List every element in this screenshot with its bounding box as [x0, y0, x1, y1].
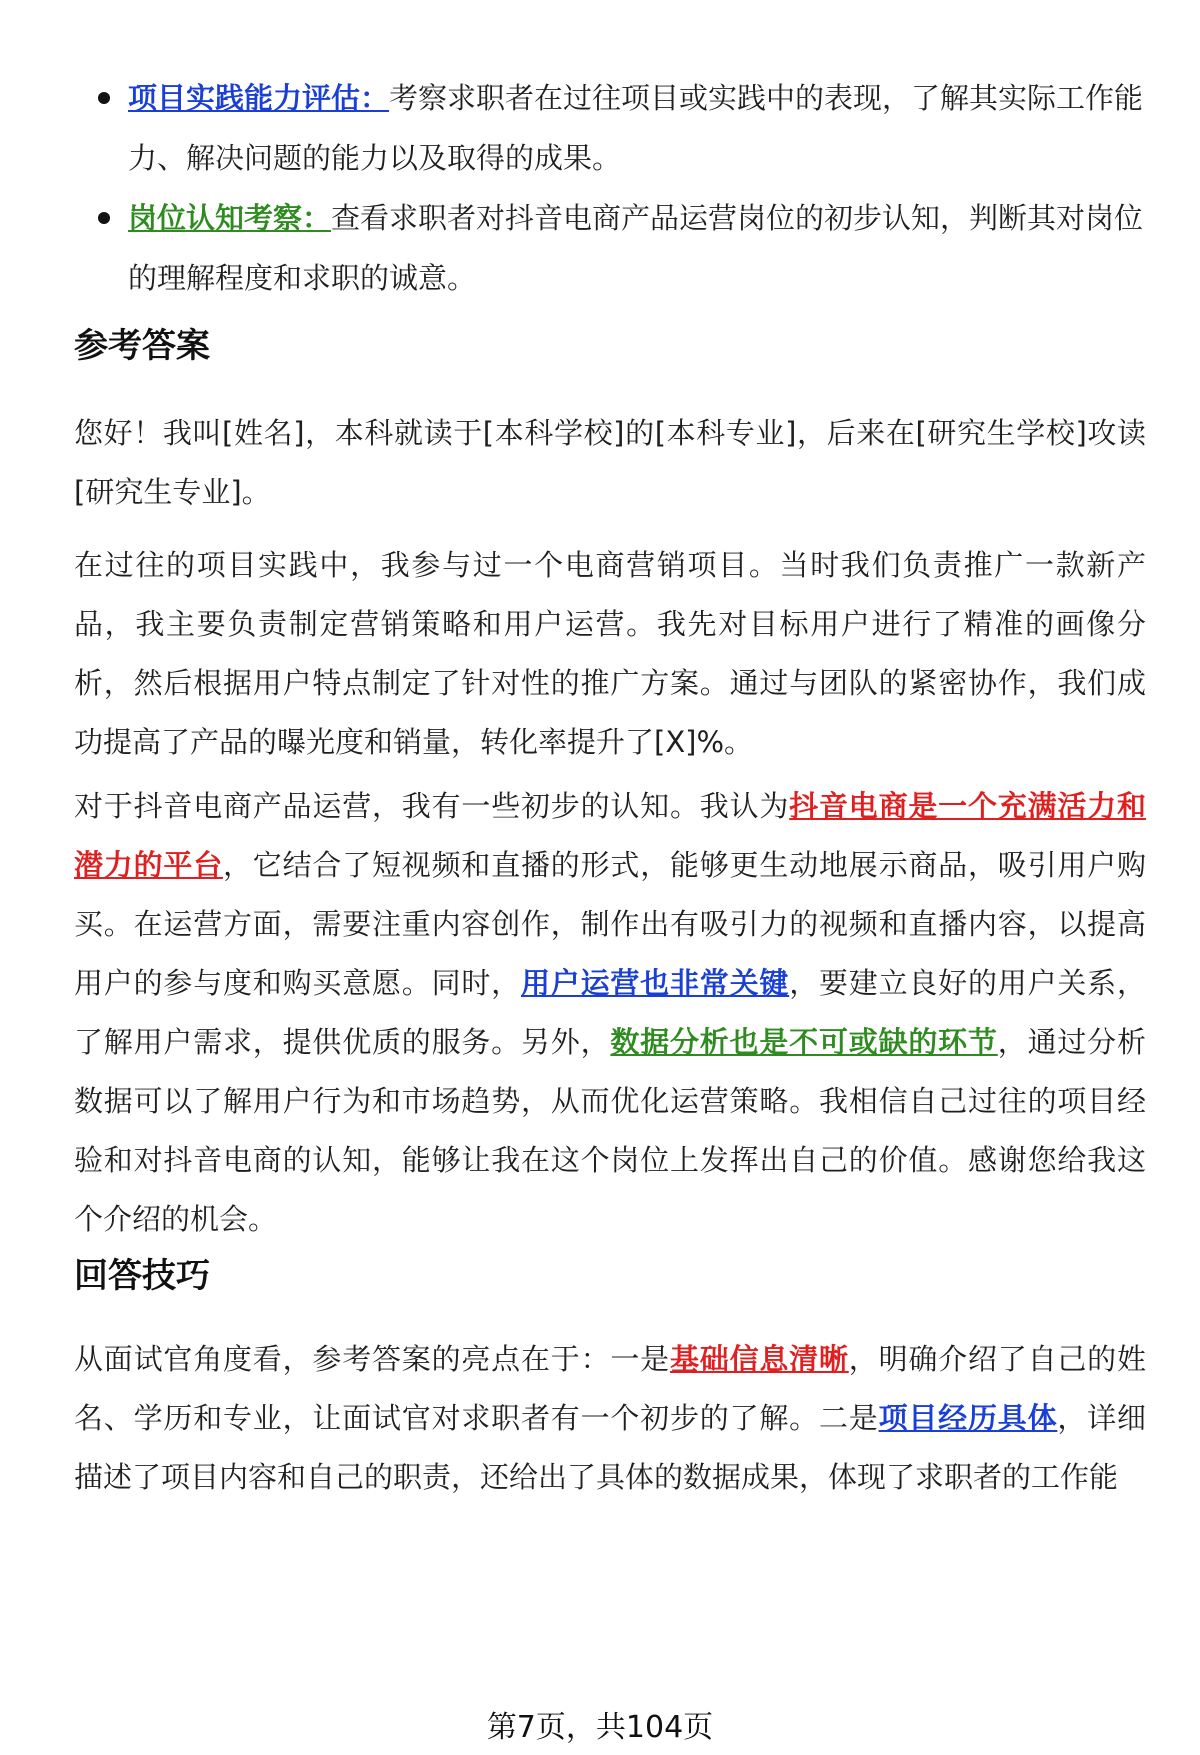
point-text: 查看求职者对抖音电商产品运营岗位的初步认知，判断其对岗位的理解程度和求职的诚意。 — [128, 201, 1144, 295]
text-run: 从面试官角度看，参考答案的亮点在于：一是 — [74, 1342, 670, 1376]
answer-paragraph-cognition — [74, 777, 1146, 1249]
answer-heading: 参考答案 — [74, 326, 210, 366]
highlight-data-analysis: 数据分析也是不可或缺的环节 — [610, 1025, 998, 1059]
text-run: ，要建立良好的用户关系，了解用户需求，提供优质的服务。另外， — [74, 966, 1146, 1059]
point-text: 考察求职者在过往项目或实践中的表现，了解其实际工作能力、解决问题的能力以及取得的成果。 — [128, 81, 1144, 175]
highlight-basic-info: 基础信息清晰 — [669, 1342, 849, 1376]
answer-paragraph-intro: 您好！我叫[姓名]，本科就读于[本科学校]的[本科专业]，后来在[研究生学校]攻读[研究生专业]。 — [74, 416, 1146, 509]
highlight-project-detail: 项目经历具体 — [878, 1401, 1058, 1435]
text-run: ，它结合了短视频和直播的形式，能够更生动地展示商品，吸引用户购买。在运营方面，需要注重内容创作，制作出有吸引力的视频和直播内容，以提高用户的参与度和购买意愿。同时， — [74, 848, 1146, 1000]
point-title: 项目实践能力评估： — [128, 81, 390, 115]
highlight-platform: 抖音电商是一个充满活力和潜力的平台 — [74, 789, 1146, 882]
text-run: 对于抖音电商产品运营，我有一些初步的认知。我认为 — [74, 789, 790, 823]
bullet-dot-icon — [98, 92, 110, 104]
bullet-dot-icon — [98, 212, 110, 224]
evaluation-points-list — [96, 68, 1146, 308]
list-item — [96, 188, 1146, 308]
tips-paragraph — [74, 1330, 1146, 1507]
point-title: 岗位认知考察： — [128, 201, 332, 235]
text-run: ，明确介绍了自己的姓名、学历和专业，让面试官对求职者有一个初步的了解。二是 — [74, 1342, 1146, 1435]
tips-heading: 回答技巧 — [74, 1256, 210, 1296]
answer-paragraph-project: 在过往的项目实践中，我参与过一个电商营销项目。当时我们负责推广一款新产品，我主要负责制定营销策略和用户运营。我先对目标用户进行了精准的画像分析，然后根据用户特点制定了针对性的推广方案。通过与团队的紧密协作，我们成功提高了产品的曝光度和销量，转化率提升了[X]%。 — [74, 548, 1146, 759]
list-item — [96, 68, 1146, 188]
text-run: ，详细描述了项目内容和自己的职责，还给出了具体的数据成果，体现了求职者的工作能 — [74, 1401, 1146, 1494]
highlight-user-ops: 用户运营也非常关键 — [520, 966, 790, 1000]
page-number: 第7页，共104页 — [486, 1710, 714, 1745]
text-run: ，通过分析数据可以了解用户行为和市场趋势，从而优化运营策略。我相信自己过往的项目经验和对抖音电商的认知，能够让我在这个岗位上发挥出自己的价值。感谢您给我这个介绍的机会。 — [74, 1025, 1146, 1236]
